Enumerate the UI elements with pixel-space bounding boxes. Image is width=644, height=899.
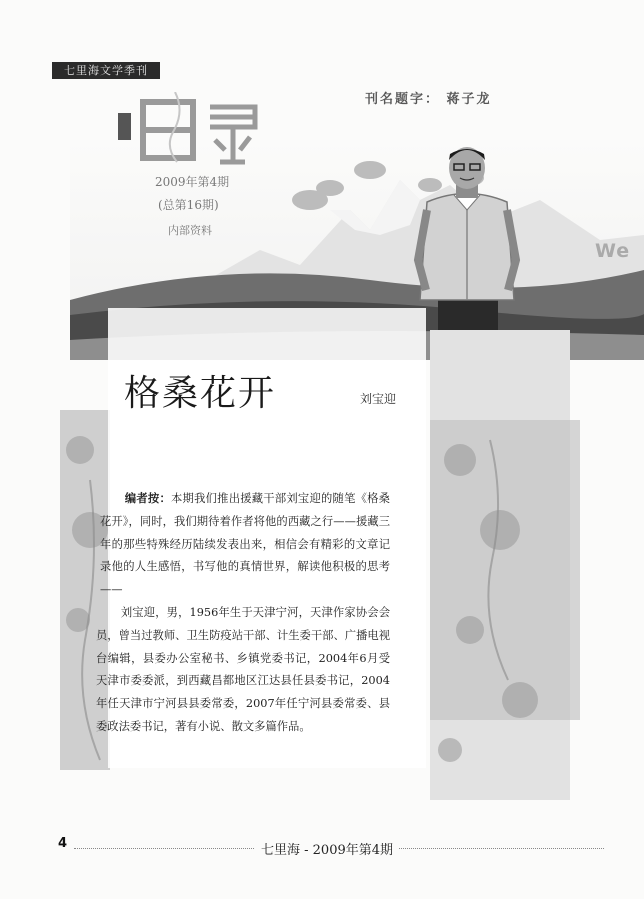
author-bio: 刘宝迎，男，1956年生于天津宁河，天津作家协会会员，曾当过教师、卫生防疫站干部、计生委干部、广播电视台编辑，县委办公室秘书、乡镇党委书记，2004年6月受天津市委委派，到西藏昌都地区江达县任县委书记，2004年任天津市宁河县县委常委，2007年任宁河县委常委、县委政法委书记，著有小说、散文多篇作品。 xyxy=(96,606,390,733)
contents-tag-block xyxy=(118,113,131,140)
banner-overlay-text: We xyxy=(595,240,631,262)
page-number: 4 xyxy=(58,836,68,851)
editor-note-text: 本期我们推出援藏干部刘宝迎的随笔《格桑花开》，同时，我们期待着作者将他的西藏之行——援藏三年的那些特殊经历陆续发表出来，相信会有精彩的文章记录他的人生感悟，书写他的真情世界，解读他积极的思考—— xyxy=(100,492,390,597)
internal-material-label: 内部资料 xyxy=(168,224,212,237)
total-issue: (总第16期) xyxy=(158,198,219,212)
article-author: 刘宝迎 xyxy=(360,392,397,406)
calligrapher-credit: 刊名题字： 蒋子龙 xyxy=(365,92,492,107)
editor-note-label: 编者按： xyxy=(124,491,172,505)
contents-logo xyxy=(115,92,275,172)
series-tag: 七里海文学季刊 xyxy=(52,62,160,79)
issue-number: 2009年第4期 xyxy=(155,175,230,189)
footer-journal-issue: 七里海 - 2009年第4期 xyxy=(255,839,399,858)
article-title: 格桑花开 xyxy=(124,373,277,414)
editor-note xyxy=(100,487,390,602)
